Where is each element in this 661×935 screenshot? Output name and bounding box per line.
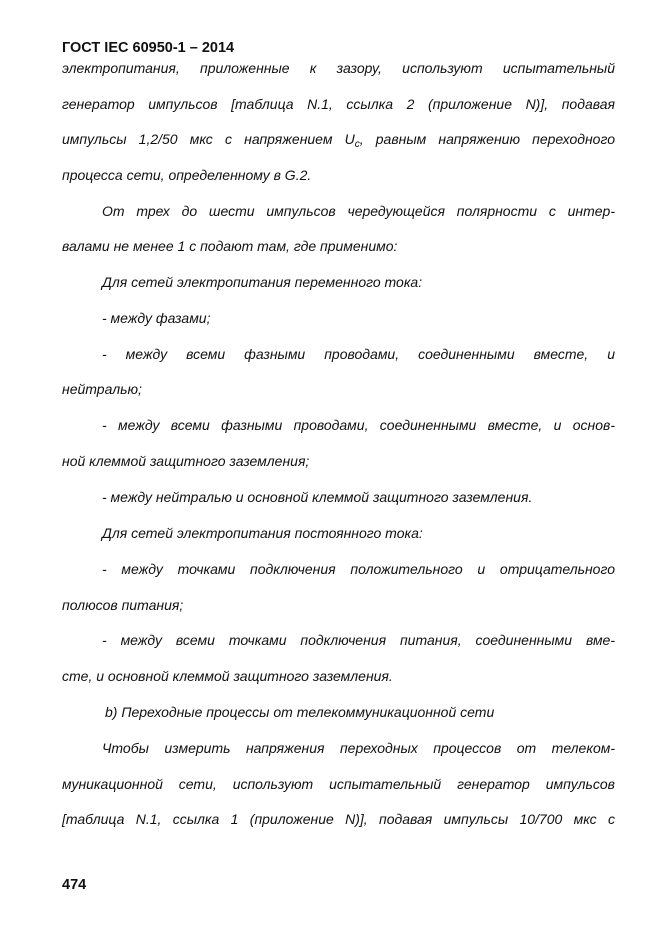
text-line: полюсов питания; (62, 597, 184, 613)
text-fragment: , равным напряжению переходного (359, 131, 615, 147)
text-line: - между фазами; (102, 310, 211, 326)
document-header: ГОСТ IEC 60950-1 – 2014 (62, 40, 235, 56)
text-line: Для сетей электропитания постоянного тока: (102, 525, 423, 541)
text-line: сте, и основной клеммой защитного заземления. (62, 668, 393, 684)
text-line: муникационной сети, используют испытательный генератор импульсов (62, 776, 615, 792)
page-number: 474 (62, 877, 87, 893)
text-line: процесса сети, определенному в G.2. (62, 167, 312, 183)
text-line: Для сетей электропитания переменного тока: (102, 274, 423, 290)
section-heading: b) Переходные процессы от телекоммуникационной сети (105, 704, 495, 720)
text-line: - между точками подключения положительного и отрицательного (102, 561, 615, 577)
text-line: - между всеми фазными проводами, соединенными вместе, и основ- (102, 417, 615, 433)
text-fragment: импульсы 1,2/50 мкс с напряжением U (62, 131, 355, 147)
text-line: - между всеми точками подключения питания, соединенными вме- (102, 632, 615, 648)
text-line: электропитания, приложенные к зазору, используют испытательный (62, 60, 615, 76)
subscript: c (354, 139, 360, 150)
text-line: ной клеммой защитного заземления; (62, 453, 310, 469)
text-line: нейтралью; (62, 381, 142, 397)
text-line: - между всеми фазными проводами, соединенными вместе, и (102, 346, 615, 362)
text-line: валами не менее 1 с подают там, где применимо: (62, 238, 398, 254)
text-line: Чтобы измерить напряжения переходных процессов от телеком- (102, 740, 615, 756)
text-line: От трех до шести импульсов чередующейся полярности с интер- (102, 203, 615, 219)
text-line: генератор импульсов [таблица N.1, ссылка 2 (приложение N)], подавая (62, 96, 615, 112)
text-line: [таблица N.1, ссылка 1 (приложение N)], подавая импульсы 10/700 мкс с (62, 811, 615, 827)
text-line: - между нейтралью и основной клеммой защитного заземления. (102, 489, 533, 505)
text-line (62, 130, 615, 148)
